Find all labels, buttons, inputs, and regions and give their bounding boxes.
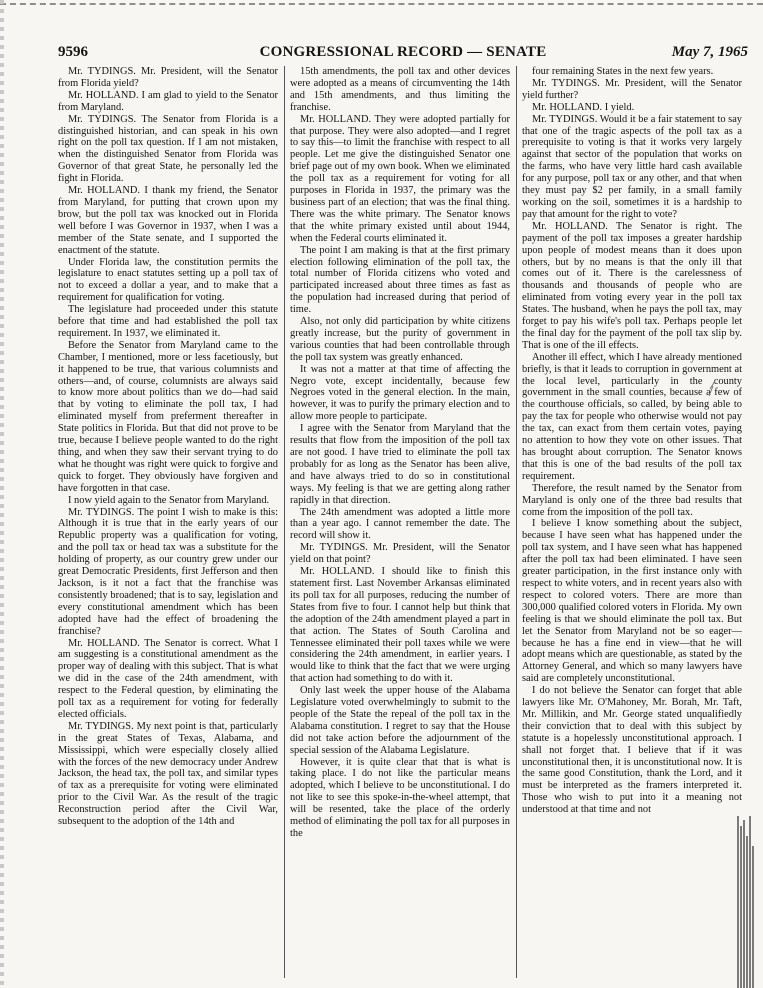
paragraph: Before the Senator from Maryland came to the Chamber, I mentioned, more or less facetiously, but it happened to be true, that various columnists and others—and, of course, columnists are always said to know more about politics than we do—had said that by voting to eliminate the poll tax, I had eliminated myself from preferment thereafter in State politics in Florida. But that did not prove to be true, because I believe people wanted to do the right thing, and when they saw their servant trying to do what he thought was right were quick to forgive and quick to forget. They obviously have forgiven and have forgotten in that case. [58, 339, 278, 494]
paragraph: I now yield again to the Senator from Maryland. [68, 494, 270, 506]
paragraph: It was not a matter at that time of affecting the Negro vote, except incidentally, because few Negroes voted in the general election. In the main, however, it was to purify the primary election and to allow more people to participate. [290, 363, 510, 423]
paragraph: Mr. TYDINGS. Mr. President, will the Senator yield on that point? [290, 542, 510, 566]
paragraph: However, it is quite clear that that is what is taking place. I do not like the particular means adopted, which I believe to be unconstitutional. I do not like to see this spoke-in-the-wheel attempt, that will be resented, take the place of the orderly method of eliminating the poll tax for all purposes in the [290, 756, 510, 839]
column-rule [516, 66, 517, 978]
publication-date: May 7, 1965 [671, 44, 748, 60]
paragraph: The 24th amendment was adopted a little more than a year ago. I cannot remember the date. The record will show it. [290, 506, 510, 542]
text-columns [58, 66, 750, 986]
paragraph: I believe I know something about the subject, because I have seen what has happened under the poll tax system, and I have seen what has happened after the poll tax had been eliminated. I have seen greater participation, in the first instance only with respect to white voters, and in recent years also with respect to colored voters. There are more than 300,000 qualified colored voters in Florida. My own feeling is that we should eliminate the poll tax. But let the Senator from Maryland not be so eager—because he has a fine end in view—that he will adopt means which are questionable, as stated by the Attorney General, and which so many lawyers have said are completely unconstitutional. [522, 518, 742, 685]
paragraph: Mr. TYDINGS. Would it be a fair statement to say that one of the tragic aspects of the poll tax as a prerequisite to voting is that it works very largely against that sector of the population that works on the farms, who have very little hard cash available for any purpose, poll tax or any other, and that when they must pay $2 per family, in a small family working on the soil, sometimes it is a hardship to pay that amount for the right to vote? [522, 113, 742, 220]
column-1 [58, 66, 278, 981]
paragraph: Another ill effect, which I have already mentioned briefly, is that it leads to corruption in government at the local level, particularly in the county government in the small counties, because a few of the courthouse officials, so called, by being able to pay the tax for people who otherwise would not pay the tax, can exact from them certain votes, paying no attention to how they vote on other issues. That has brought about corruption. The Senator knows that this is one of the bad results of the poll tax requirement. [522, 351, 742, 482]
paragraph: Mr. TYDINGS. My next point is that, particularly in the great States of Texas, Alabama, and Mississippi, which were especially closely allied with the forces of the new democracy under Andrew Jackson, the head tax, the poll tax, and similar types of tax as a prerequisite for voting were eliminated prior to the Civil War. As the result of the tragic Reconstruction period after the Civil War, subsequent to the adoption of the 14th and [58, 720, 278, 828]
left-scan-edge [0, 0, 4, 988]
paragraph: Mr. HOLLAND. I yield. [532, 101, 635, 113]
paragraph: Therefore, the result named by the Senator from Maryland is only one of the three bad results that come from the imposition of the poll tax. [522, 482, 742, 518]
top-perforation [0, 3, 763, 5]
paragraph: Only last week the upper house of the Alabama Legislature voted overwhelmingly to submit to the people of the State the repeal of the poll tax in the Alabama constitution. I regret to say that the House did not take action before the adjournment of the special session of the Alabama Legislature. [290, 685, 510, 756]
paragraph: Mr. TYDINGS. The Senator from Florida is a distinguished historian, and can speak in his own right on the poll tax question. If I am not mistaken, when the distinguished Senator from Florida was Governor of that great State, he personally led the fight in Florida. [58, 113, 278, 185]
binding-edge-mark [736, 816, 756, 988]
page-number: 9596 [58, 44, 88, 60]
paragraph: Mr. HOLLAND. The Senator is right. The payment of the poll tax imposes a greater hardship upon people of modest means than it does upon others, but by no means is that the only ill that comes out of it. There is the carelessness of thousands and thousands of people who are eliminated from voting every year in the poll tax States. The husband, when he pays the poll tax, may forget to pay his wife's poll tax. Perhaps people let the final day for the payment of the poll tax slip by. That is one of the ill effects. [522, 220, 742, 351]
paragraph: I do not believe the Senator can forget that able lawyers like Mr. O'Mahoney, Mr. Borah, Mr. Taft, Mr. Millikin, and Mr. George stated unqualifiedly their conviction that to deal with this subject by statute is a hopelessly unconstitutional approach. I shall not forget that. I believe that if it was unconstitutional then, it is unconstitutional now. It is the same good Constitution, thank the Lord, and it must be interpreted as the framers interpreted it. Those who wish to put into it a meaning not understood at that time and not [522, 685, 742, 816]
paragraph: Mr. HOLLAND. They were adopted partially for that purpose. They were also adopted—and I regret to say this—to limit the franchise with respect to all people. Let me give the distinguished Senator one brief page out of my own book. When we eliminated the poll tax as a requirement for voting for all purposes in Florida in 1937, the primary was the business part of an election; that was the final thing. There was the white primary. The Senator knows that the white primary existed until about 1944, when the Federal courts eliminated it. [290, 113, 510, 244]
paragraph: The point I am making is that at the first primary election following elimination of the poll tax, the total number of Florida citizens who voted and participated increased about three times as fast as the population had increased during that period of time. [290, 244, 510, 316]
column-2 [290, 66, 510, 981]
paragraph: Mr. HOLLAND. I am glad to yield to the Senator from Maryland. [58, 89, 278, 113]
paragraph: I agree with the Senator from Maryland that the results that flow from the imposition of the poll tax are not good. I have tried to eliminate the poll tax probably for as long as the Senator has been alive, and have always tried to do so in constitutional ways. My feeling is that we are getting along rather rapidly in that direction. [290, 423, 510, 506]
paragraph: Mr. HOLLAND. The Senator is correct. What I am suggesting is a constitutional amendment as the proper way of dealing with this subject. That is what we did in the case of the 24th amendment, with respect to the Federal question, by eliminating the poll tax as a requirement for voting for federally elected officials. [58, 637, 278, 720]
paragraph: Mr. TYDINGS. Mr. President, will the Senator from Florida yield? [58, 66, 278, 89]
paragraph: Mr. TYDINGS. Mr. President, will the Senator yield further? [522, 77, 742, 101]
page-header [58, 44, 748, 66]
paragraph: four remaining States in the next few years. [532, 66, 714, 77]
column-3 [522, 66, 742, 981]
paragraph: Also, not only did participation by white citizens greatly increase, but the purity of government in various counties that had been controllable through the poll tax system was greatly enhanced. [290, 316, 510, 363]
publication-title: CONGRESSIONAL RECORD — SENATE [259, 44, 547, 60]
column-rule [284, 66, 285, 978]
paragraph: Mr. HOLLAND. I should like to finish this statement first. Last November Arkansas eliminated its poll tax for all purposes, reducing the number of States from five to four. I cannot help but think that the adoption of the 24th amendment played a part in that action. The States of South Carolina and Tennessee eliminated their poll taxes while we were considering the 24th amendment, in earlier years. I would like to think that the fact that we were urging that action had something to do with it. [290, 566, 510, 685]
paragraph: Mr. TYDINGS. The point I wish to make is this: Although it is true that in the early years of our Republic property was a qualification for voting, and the poll tax or head tax was a substitute for the holding of property, as our country grew under our great Democratic Presidents, first Jefferson and then Jackson, is it not a fact that the franchise was consistently broadened; that is to say, legislation and every constitutional amendment which has been adopted have had the effect of broadening the franchise? [58, 506, 278, 637]
margin-mark [706, 380, 718, 398]
paragraph: Mr. HOLLAND. I thank my friend, the Senator from Maryland, for putting that crown upon my brow, but the poll tax was knocked out in Florida well before I was Governor in 1937, when I was a member of the State senate, and I supported the enactment of the statute. [58, 185, 278, 256]
paragraph: Under Florida law, the constitution permits the legislature to enact statutes setting up a poll tax of not to exceed a dollar a year, and to make that a requirement for qualification for voting. [58, 256, 278, 304]
paragraph: The legislature had proceeded under this statute before that time and had established the poll tax requirement. In 1937, we eliminated it. [58, 304, 278, 339]
paragraph: 15th amendments, the poll tax and other devices were adopted as a means of circumventing the 14th and 15th amendments, and thus limiting the franchise. [290, 66, 510, 113]
